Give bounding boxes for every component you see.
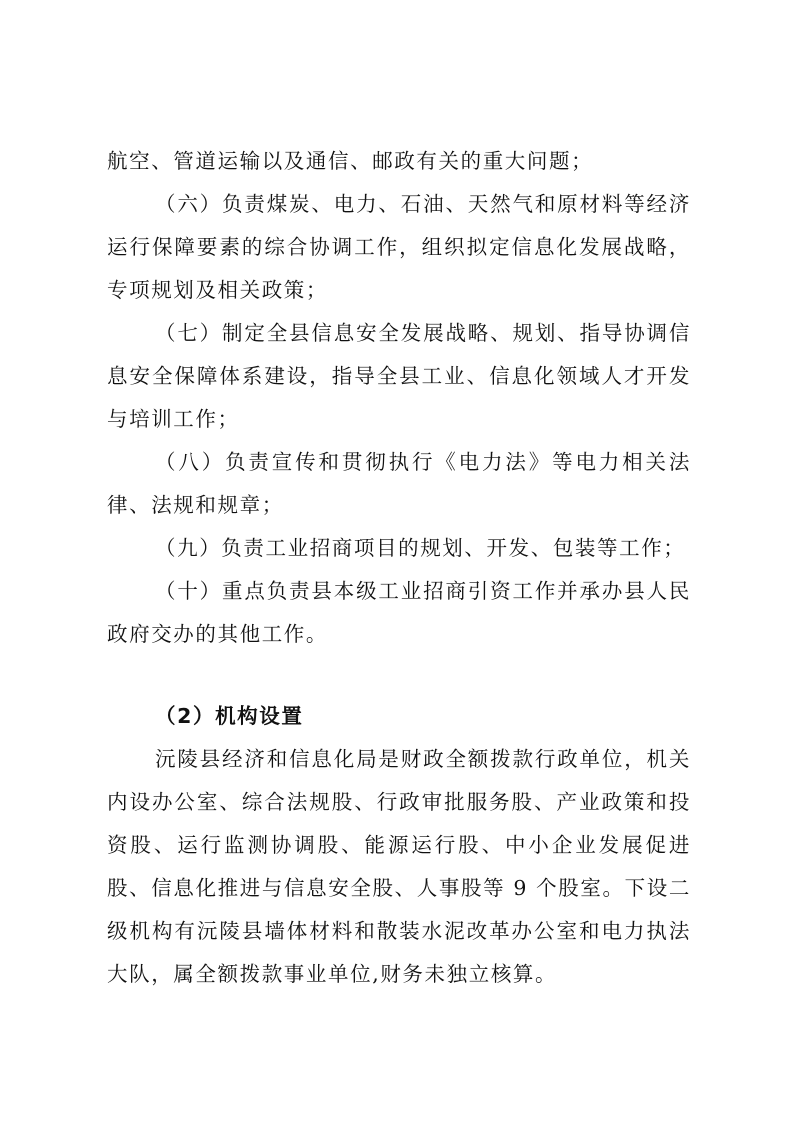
paragraph-item-10: （十）重点负责县本级工业招商引资工作并承办县人民政府交办的其他工作。 (107, 579, 691, 646)
paragraph-continuation: 航空、管道运输以及通信、邮政有关的重大问题； (107, 149, 594, 173)
section-spacer (107, 656, 691, 695)
document-body (107, 140, 691, 996)
paragraph-item-8: （八）负责宣传和贯彻执行《电力法》等电力相关法律、法规和规章； (107, 450, 691, 517)
section-heading: （2）机构设置 (155, 704, 304, 728)
paragraph-item-9: （九）负责工业招商项目的规划、开发、包装等工作； (155, 536, 686, 560)
section-body-paragraph: 沅陵县经济和信息化局是财政全额拨款行政单位，机关内设办公室、综合法规股、行政审批服务股、产业政策和投资股、运行监测协调股、能源运行股、中小企业发展促进股、信息化推进与信息安全股、人事股等 9 个股室。下设二级机构有沅陵县墙体材料和散装水泥改革办公室和电力执法大队，属全额拨款事业单位,财务未独立核算。 (107, 747, 691, 986)
paragraph-item-7: （七）制定全县信息安全发展战略、规划、指导协调信息安全保障体系建设，指导全县工业、信息化领域人才开发与培训工作； (107, 321, 691, 431)
paragraph-item-6: （六）负责煤炭、电力、石油、天然气和原材料等经济运行保障要素的综合协调工作，组织拟定信息化发展战略，专项规划及相关政策； (107, 192, 691, 302)
